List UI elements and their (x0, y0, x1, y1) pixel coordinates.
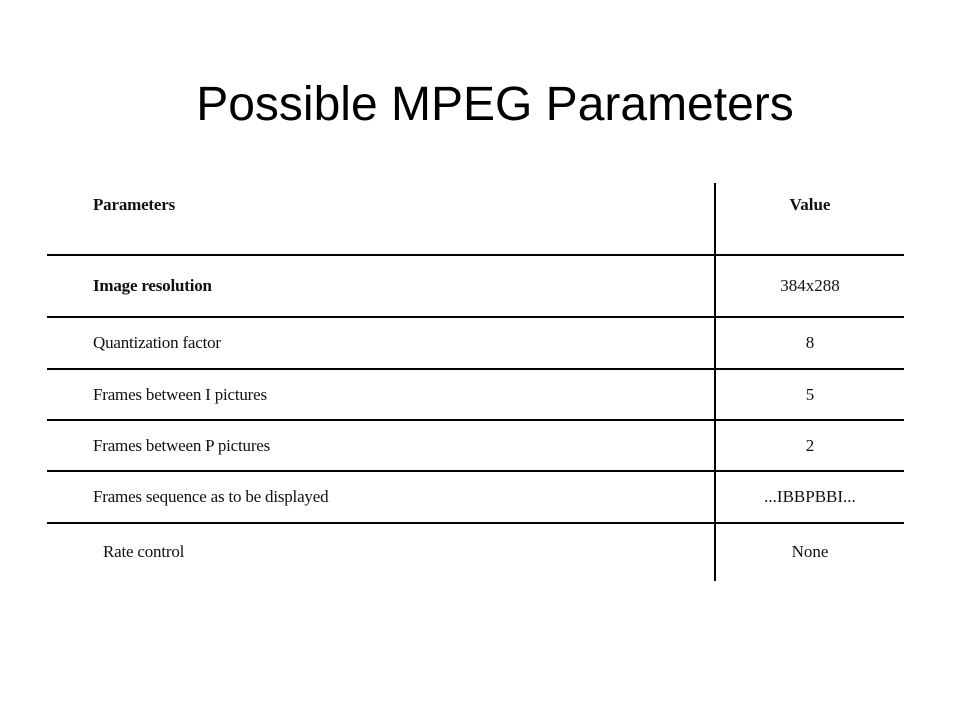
table-row (47, 255, 904, 317)
table-row (47, 471, 904, 523)
value-cell: ...IBBPBBI... (764, 487, 856, 506)
value-cell: 5 (805, 384, 815, 404)
table-row (47, 317, 904, 369)
slide-title: Possible MPEG Parameters (196, 78, 794, 131)
value-cell: 384x288 (780, 276, 840, 295)
value-cell: None (791, 542, 829, 561)
parameter-cell: Frames between I pictures (93, 384, 267, 404)
parameter-cell: Quantization factor (93, 333, 221, 352)
table-row (47, 523, 904, 581)
column-divider (714, 183, 716, 581)
parameter-cell: Frames between P pictures (93, 435, 271, 455)
value-cell: 2 (805, 435, 815, 455)
parameter-cell: Rate control (103, 542, 185, 561)
table-body (47, 183, 904, 581)
table-row (47, 369, 904, 420)
header-parameters: Parameters (93, 195, 176, 214)
table-row (47, 420, 904, 471)
header-value: Value (789, 195, 831, 214)
parameter-cell: Frames sequence as to be displayed (93, 487, 329, 506)
mpeg-parameters-table (47, 183, 904, 581)
value-cell: 8 (805, 333, 815, 352)
parameter-cell: Image resolution (93, 276, 212, 295)
table-header-row (47, 183, 904, 255)
